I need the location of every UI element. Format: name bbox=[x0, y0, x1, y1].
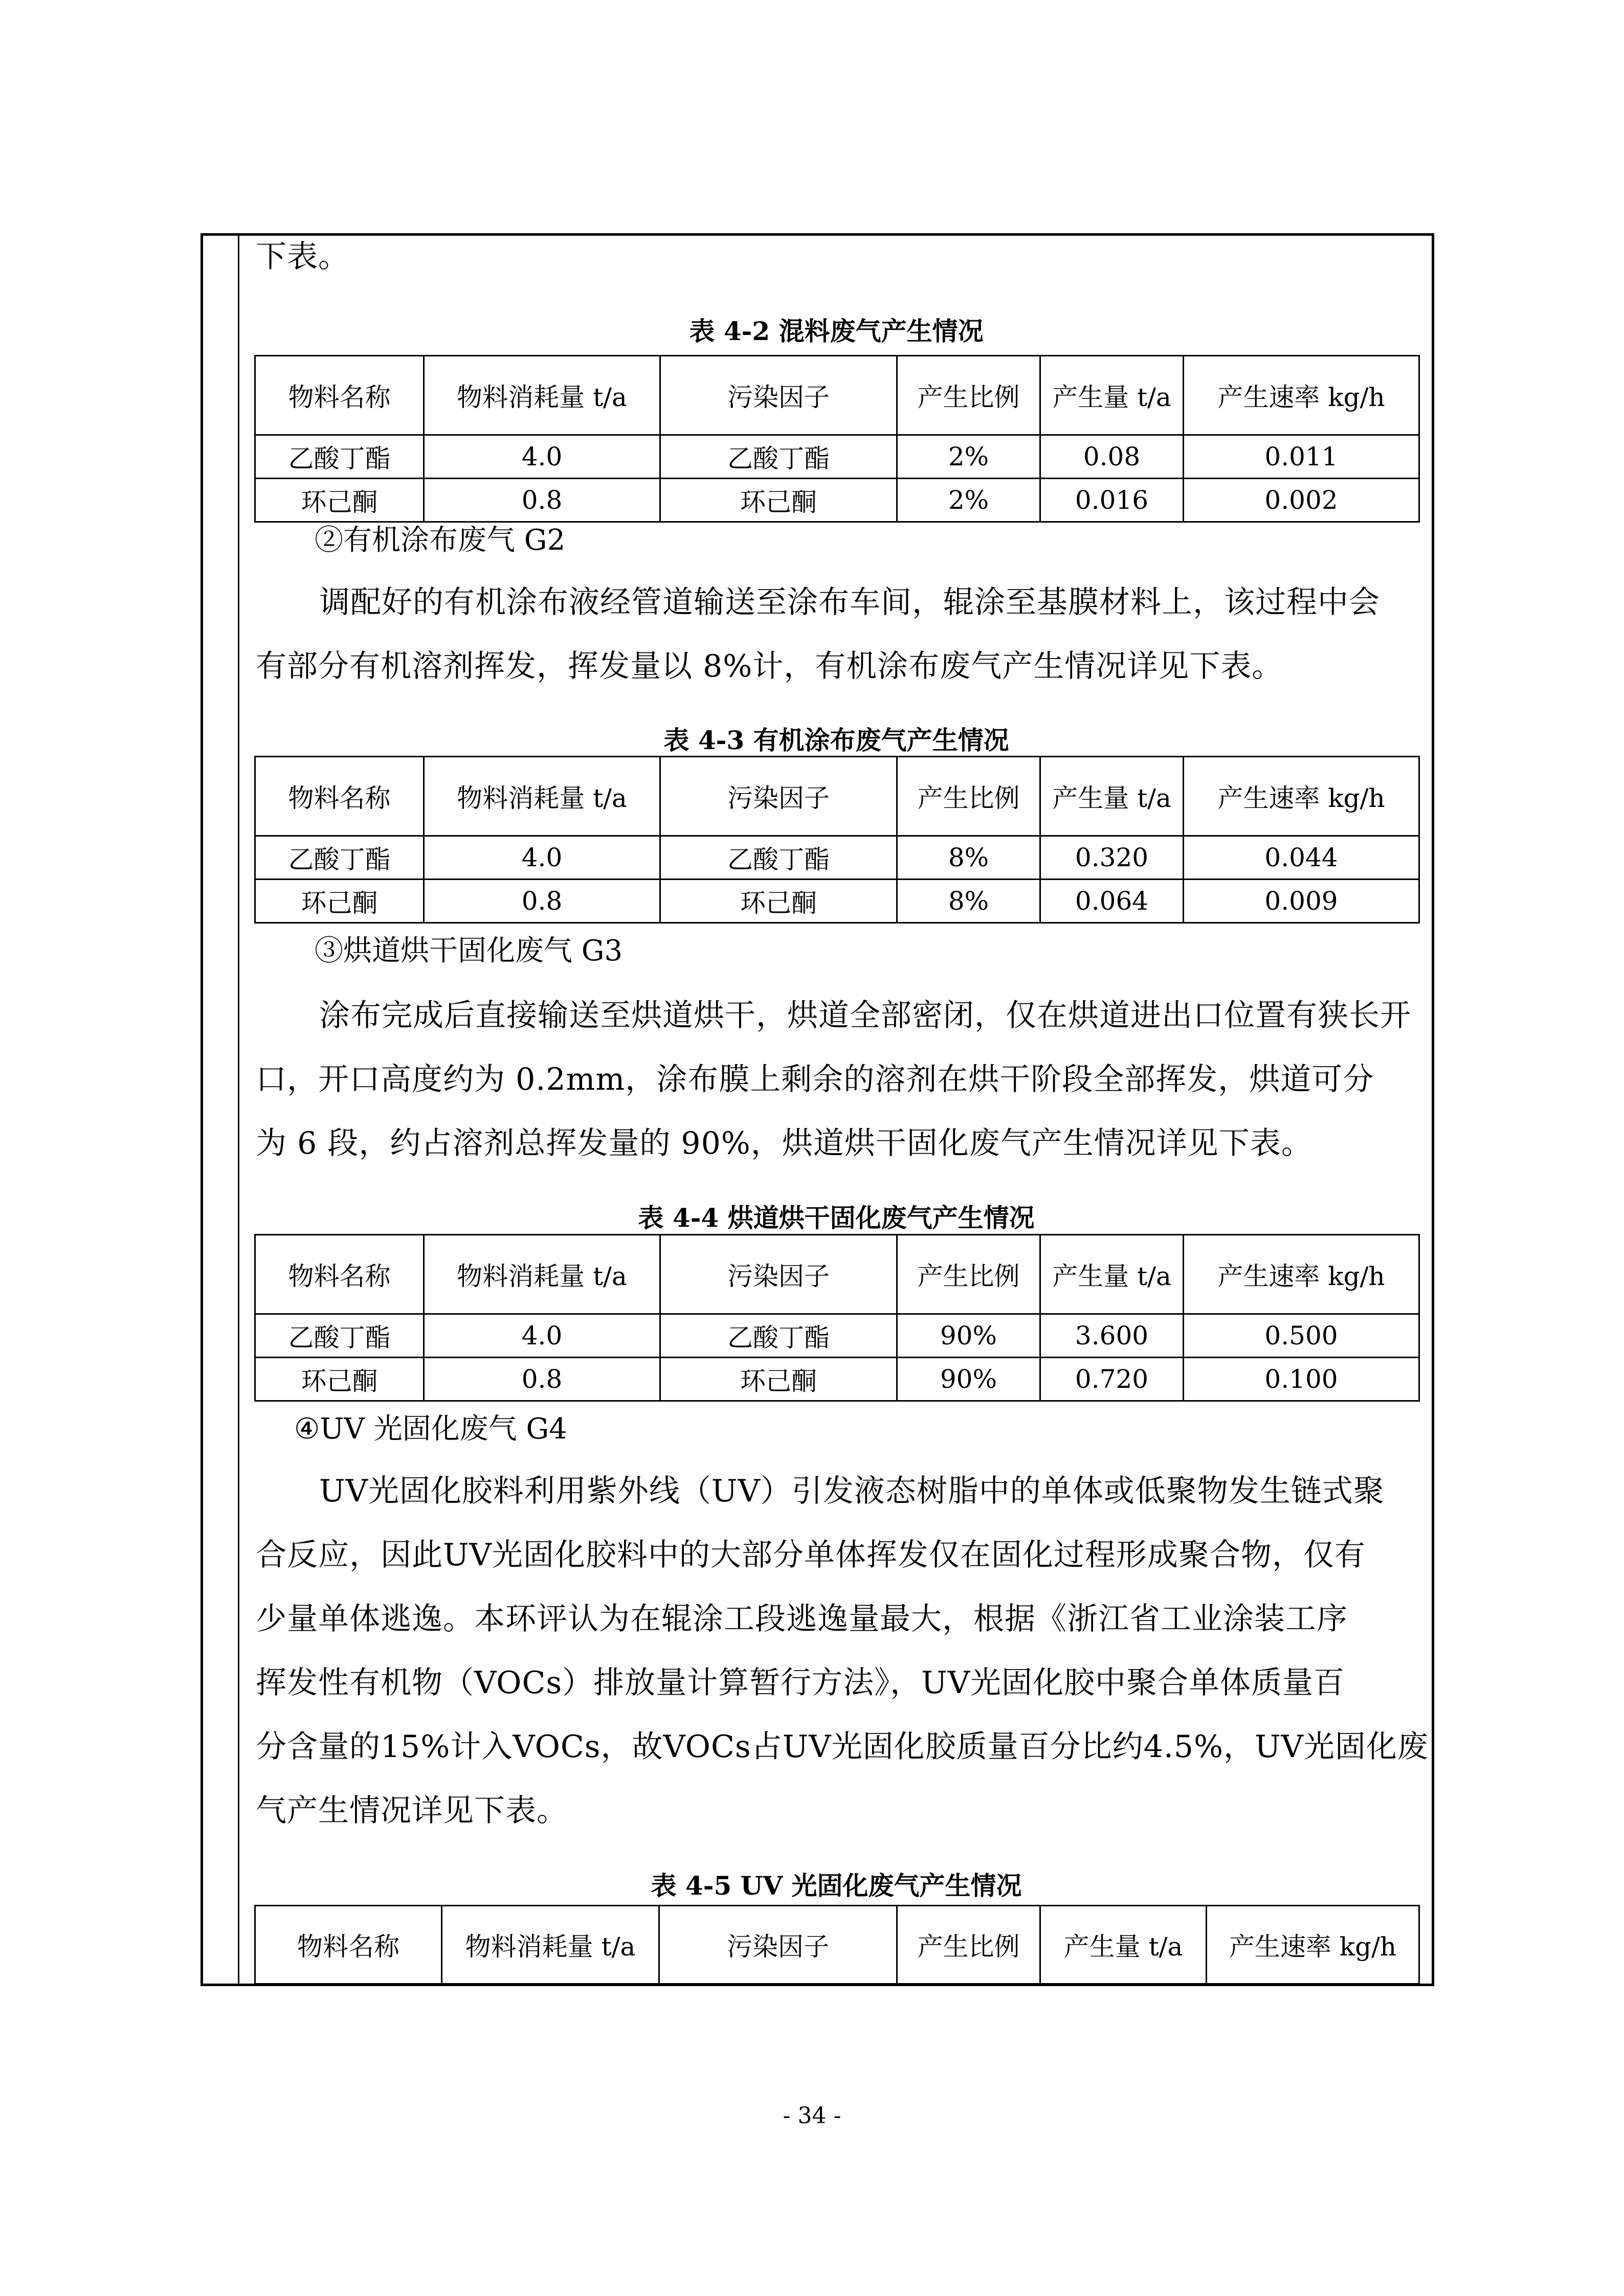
header-cell: 污染因子 bbox=[659, 1906, 897, 1984]
table-4-2 bbox=[254, 355, 1420, 523]
table-4-3-caption: 表 4-3 有机涂布废气产生情况 bbox=[663, 725, 1009, 755]
header-cell: 产生量 t/a bbox=[1040, 757, 1184, 836]
table-cell: 乙酸丁酯 bbox=[255, 435, 424, 479]
paragraph-line: 气产生情况详见下表。 bbox=[256, 1793, 568, 1829]
table-cell: 0.011 bbox=[1184, 435, 1419, 479]
table-cell: 0.016 bbox=[1040, 479, 1184, 522]
table-4-5 bbox=[254, 1905, 1420, 1985]
table-cell: 4.0 bbox=[424, 836, 660, 880]
header-cell: 物料消耗量 t/a bbox=[424, 356, 660, 435]
header-cell: 污染因子 bbox=[660, 757, 897, 836]
table-cell: 0.720 bbox=[1040, 1358, 1184, 1401]
table-cell: 0.8 bbox=[424, 880, 660, 923]
header-cell: 产生速率 kg/h bbox=[1207, 1906, 1419, 1984]
table-row bbox=[255, 880, 1419, 923]
table-cell: 0.044 bbox=[1184, 836, 1419, 880]
table-cell: 8% bbox=[897, 836, 1040, 880]
table-row bbox=[255, 1314, 1419, 1358]
table-cell: 乙酸丁酯 bbox=[255, 1314, 424, 1358]
table-4-4 bbox=[254, 1234, 1420, 1402]
table-cell: 8% bbox=[897, 880, 1040, 923]
paragraph-line: 挥发性有机物（VOCs）排放量计算暂行方法》，UV光固化胶中聚合单体质量百 bbox=[256, 1665, 1345, 1701]
paragraph-line: 有部分有机溶剂挥发，挥发量以 8%计，有机涂布废气产生情况详见下表。 bbox=[256, 648, 1283, 684]
table-row bbox=[255, 435, 1419, 479]
section-heading-g3: ③烘道烘干固化废气 G3 bbox=[315, 934, 623, 967]
frame-divider bbox=[238, 233, 239, 1986]
table-cell: 0.100 bbox=[1184, 1358, 1419, 1401]
table-header-row bbox=[255, 1235, 1419, 1314]
table-cell: 90% bbox=[897, 1358, 1040, 1401]
table-4-5-caption: 表 4-5 UV 光固化废气产生情况 bbox=[651, 1871, 1022, 1901]
table-4-2-caption: 表 4-2 混料废气产生情况 bbox=[689, 316, 984, 346]
header-cell: 物料名称 bbox=[255, 1906, 442, 1984]
table-header-row bbox=[255, 1906, 1419, 1984]
header-cell: 产生比例 bbox=[897, 1235, 1040, 1314]
table-cell: 0.002 bbox=[1184, 479, 1419, 522]
table-row bbox=[255, 1358, 1419, 1401]
table-cell: 0.500 bbox=[1184, 1314, 1419, 1358]
paragraph-line: UV光固化胶料利用紫外线（UV）引发液态树脂中的单体或低聚物发生链式聚 bbox=[319, 1473, 1385, 1509]
table-cell: 环己酮 bbox=[255, 1358, 424, 1401]
header-cell: 物料名称 bbox=[255, 1235, 424, 1314]
table-cell: 乙酸丁酯 bbox=[660, 435, 897, 479]
table-cell: 环己酮 bbox=[660, 880, 897, 923]
table-cell: 3.600 bbox=[1040, 1314, 1184, 1358]
header-cell: 物料名称 bbox=[255, 757, 424, 836]
table-cell: 环己酮 bbox=[255, 479, 424, 522]
header-cell: 产生速率 kg/h bbox=[1184, 757, 1419, 836]
header-cell: 产生速率 kg/h bbox=[1184, 356, 1419, 435]
header-cell: 产生量 t/a bbox=[1040, 1906, 1207, 1984]
header-cell: 产生比例 bbox=[897, 757, 1040, 836]
paragraph-line: 分含量的15%计入VOCs，故VOCs占UV光固化胶质量百分比约4.5%，UV光固化废 bbox=[256, 1729, 1429, 1765]
table-cell: 乙酸丁酯 bbox=[660, 836, 897, 880]
table-cell: 乙酸丁酯 bbox=[255, 836, 424, 880]
header-cell: 物料消耗量 t/a bbox=[424, 1235, 660, 1314]
table-cell: 0.8 bbox=[424, 479, 660, 522]
table-cell: 环己酮 bbox=[660, 1358, 897, 1401]
page-number: - 34 - bbox=[783, 2103, 841, 2129]
table-cell: 乙酸丁酯 bbox=[660, 1314, 897, 1358]
header-cell: 产生比例 bbox=[897, 356, 1040, 435]
section-heading-g4: ④UV 光固化废气 G4 bbox=[294, 1412, 567, 1446]
table-4-3 bbox=[254, 756, 1420, 924]
table-cell: 0.8 bbox=[424, 1358, 660, 1401]
paragraph-line: 为 6 段，约占溶剂总挥发量的 90%，烘道烘干固化废气产生情况详见下表。 bbox=[256, 1126, 1312, 1161]
header-cell: 物料名称 bbox=[255, 356, 424, 435]
table-cell: 2% bbox=[897, 479, 1040, 522]
header-cell: 污染因子 bbox=[660, 356, 897, 435]
header-cell: 产生量 t/a bbox=[1040, 356, 1184, 435]
table-cell: 环己酮 bbox=[255, 880, 424, 923]
table-row bbox=[255, 479, 1419, 522]
table-cell: 4.0 bbox=[424, 1314, 660, 1358]
header-cell: 产生速率 kg/h bbox=[1184, 1235, 1419, 1314]
table-cell: 4.0 bbox=[424, 435, 660, 479]
paragraph-line: 口，开口高度约为 0.2mm，涂布膜上剩余的溶剂在烘干阶段全部挥发，烘道可分 bbox=[256, 1062, 1374, 1097]
table-cell: 2% bbox=[897, 435, 1040, 479]
header-cell: 产生量 t/a bbox=[1040, 1235, 1184, 1314]
header-cell: 物料消耗量 t/a bbox=[442, 1906, 659, 1984]
section-heading-g2: ②有机涂布废气 G2 bbox=[315, 524, 566, 557]
header-cell: 产生比例 bbox=[897, 1906, 1040, 1984]
table-cell: 0.064 bbox=[1040, 880, 1184, 923]
paragraph-line: 涂布完成后直接输送至烘道烘干，烘道全部密闭，仅在烘道进出口位置有狭长开 bbox=[319, 998, 1411, 1033]
table-row bbox=[255, 836, 1419, 880]
header-cell: 物料消耗量 t/a bbox=[424, 757, 660, 836]
table-cell: 0.009 bbox=[1184, 880, 1419, 923]
table-header-row bbox=[255, 356, 1419, 435]
table-4-4-caption: 表 4-4 烘道烘干固化废气产生情况 bbox=[638, 1203, 1035, 1233]
header-cell: 污染因子 bbox=[660, 1235, 897, 1314]
table-header-row bbox=[255, 757, 1419, 836]
paragraph-line: 合反应，因此UV光固化胶料中的大部分单体挥发仅在固化过程形成聚合物，仅有 bbox=[256, 1537, 1366, 1573]
table-cell: 0.08 bbox=[1040, 435, 1184, 479]
paragraph-intro: 下表。 bbox=[256, 239, 349, 275]
paragraph-line: 调配好的有机涂布液经管道输送至涂布车间，辊涂至基膜材料上，该过程中会 bbox=[319, 584, 1380, 620]
paragraph-line: 少量单体逃逸。本环评认为在辊涂工段逃逸量最大，根据《浙江省工业涂装工序 bbox=[256, 1601, 1348, 1637]
table-cell: 0.320 bbox=[1040, 836, 1184, 880]
table-cell: 90% bbox=[897, 1314, 1040, 1358]
table-cell: 环己酮 bbox=[660, 479, 897, 522]
